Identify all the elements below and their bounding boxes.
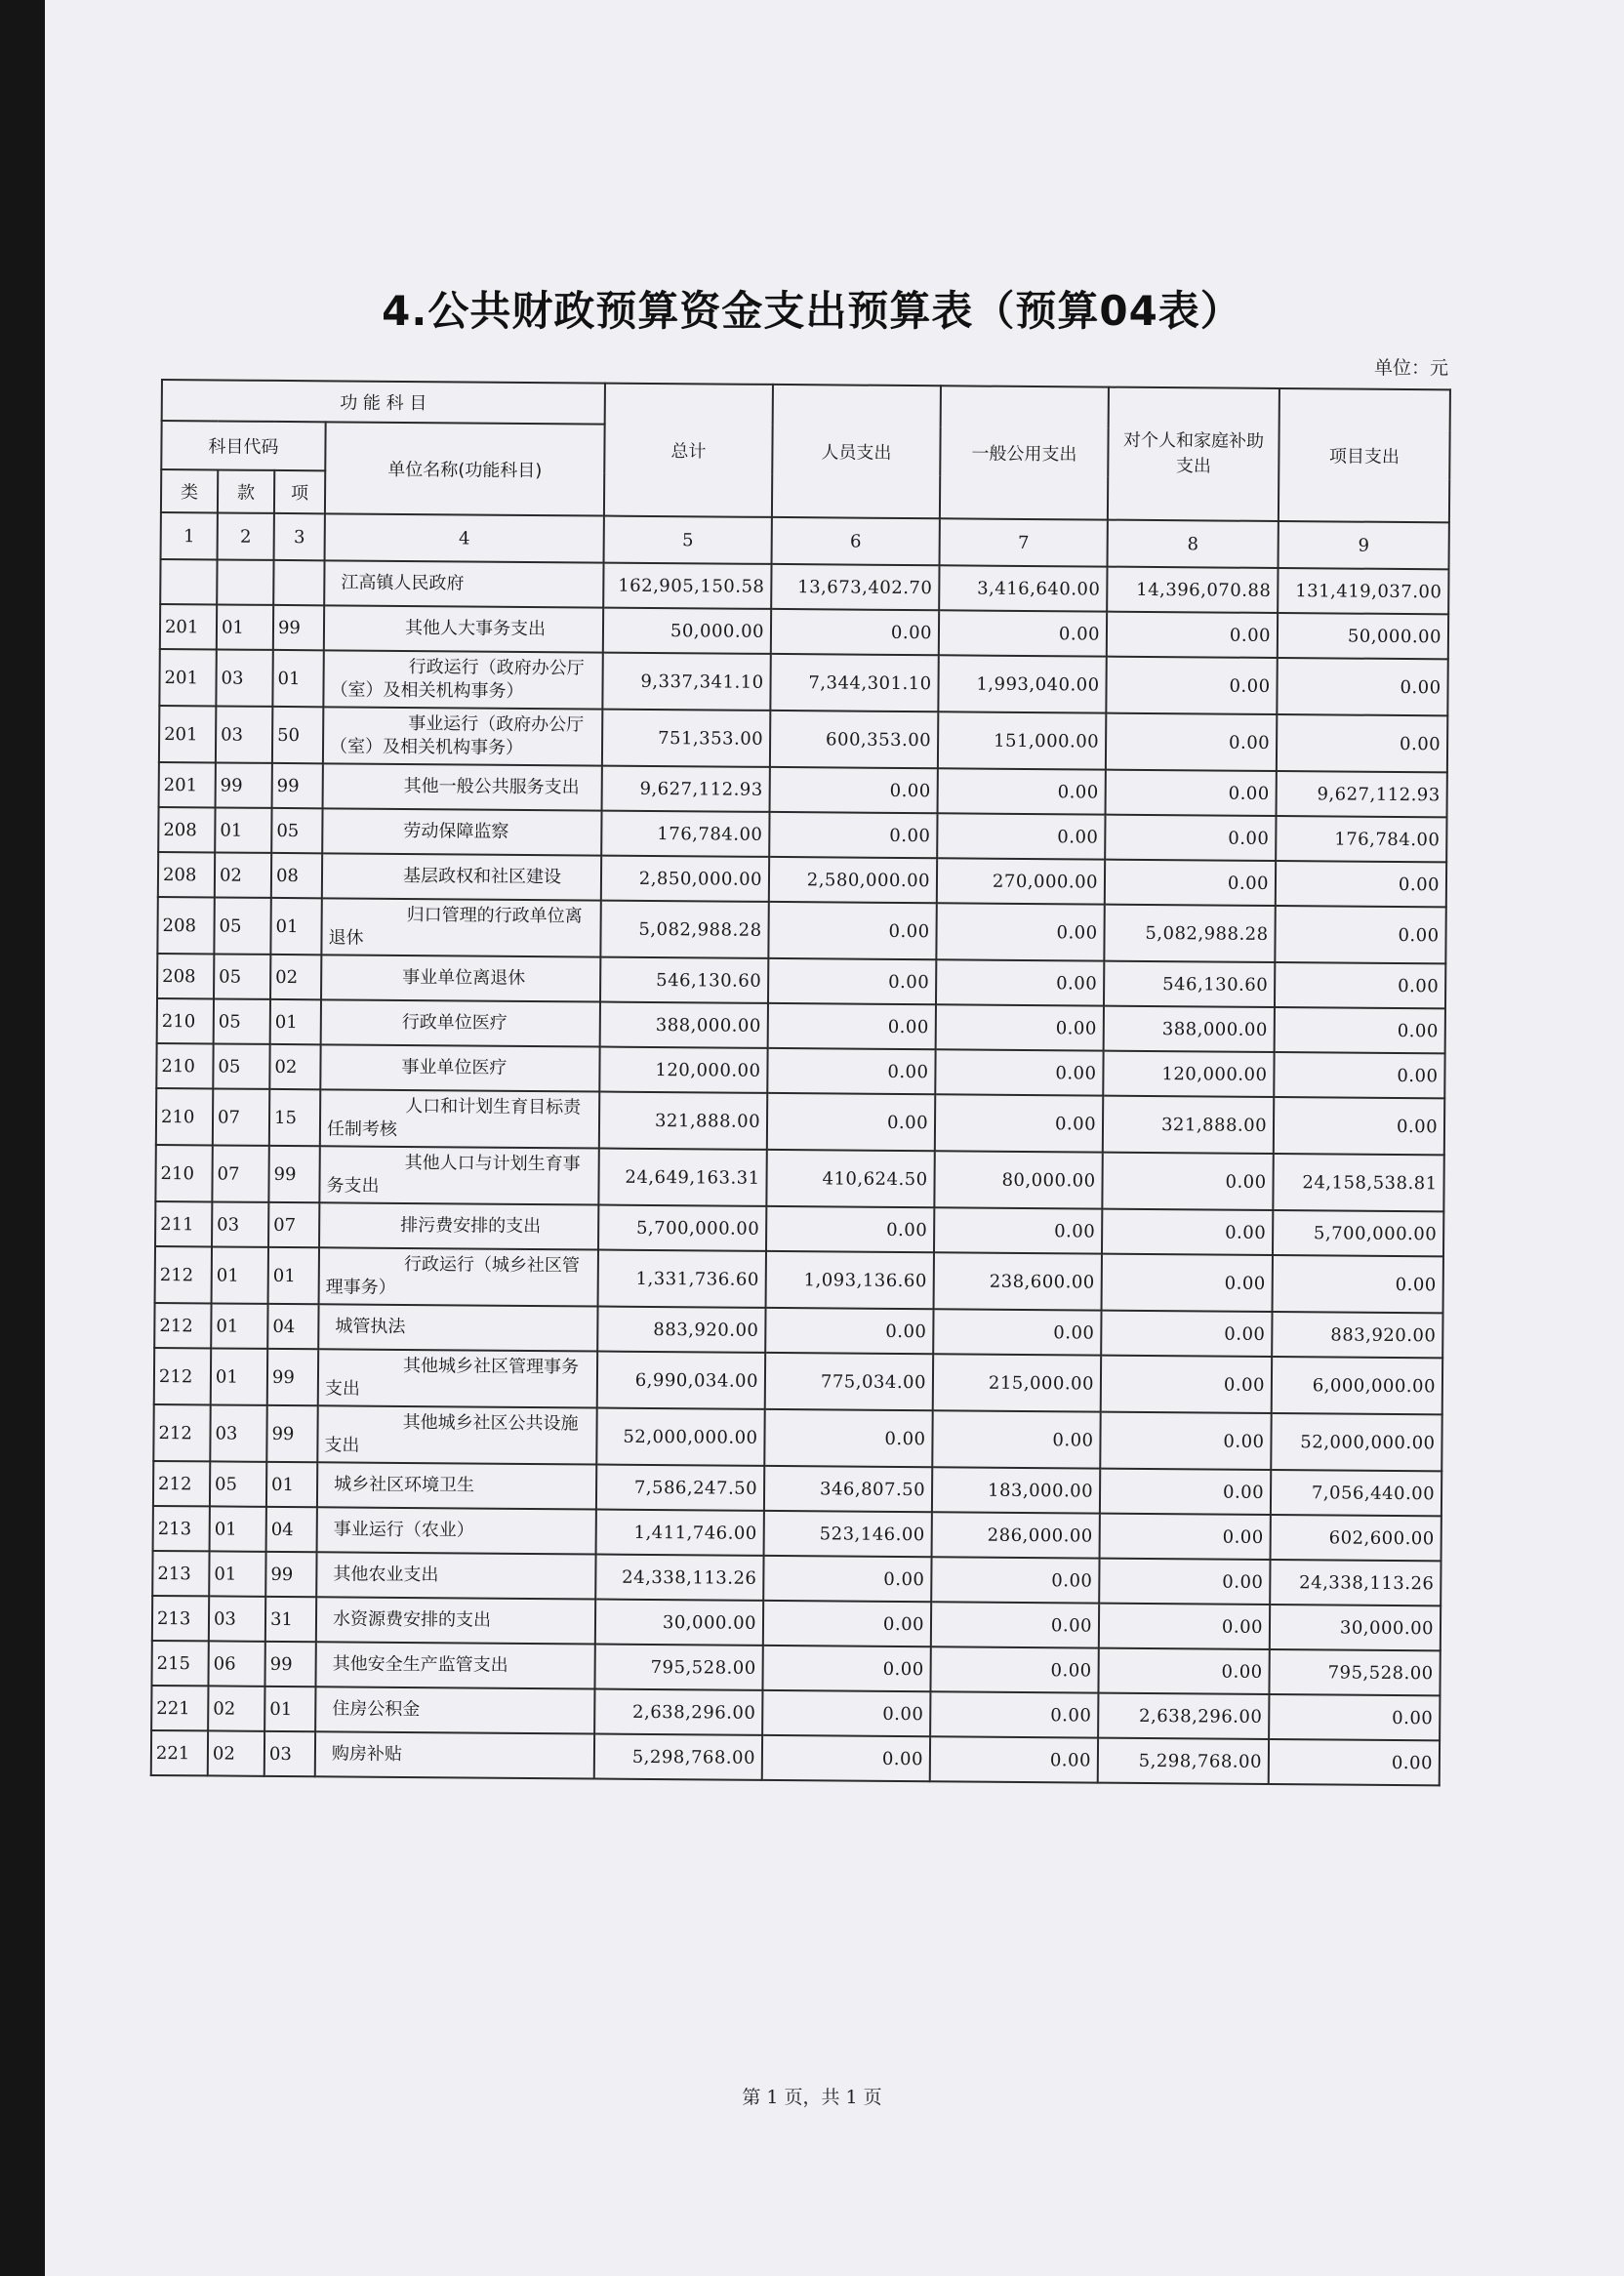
code-lei-cell: 221 — [151, 1730, 208, 1775]
unit-name-cell: 劳动保障监察 — [322, 808, 601, 855]
general-public-cell: 270,000.00 — [937, 858, 1105, 904]
code-xiang-cell: 99 — [272, 763, 323, 808]
personnel-cell: 1,093,136.60 — [766, 1251, 934, 1309]
unit-name-cell: 排污费安排的支出 — [319, 1202, 598, 1249]
project-cell: 131,419,037.00 — [1278, 568, 1448, 614]
total-cell: 24,338,113.26 — [595, 1555, 763, 1601]
total-cell: 52,000,000.00 — [596, 1408, 764, 1466]
unit-name-cell: 基层政权和社区建设 — [322, 853, 601, 900]
general-public-cell: 0.00 — [934, 1207, 1102, 1253]
project-cell: 0.00 — [1275, 962, 1445, 1008]
project-cell: 0.00 — [1277, 658, 1447, 715]
personnel-cell: 775,034.00 — [765, 1353, 933, 1410]
project-cell: 5,700,000.00 — [1273, 1210, 1443, 1256]
code-kuan-cell: 05 — [214, 954, 270, 998]
code-lei-cell: 212 — [153, 1461, 210, 1506]
personnel-cell: 13,673,402.70 — [771, 564, 939, 610]
individual-family-cell: 5,298,768.00 — [1098, 1738, 1269, 1784]
header-general-public: 一般公用支出 — [940, 386, 1109, 519]
general-public-cell: 0.00 — [936, 959, 1104, 1005]
individual-family-cell: 546,130.60 — [1104, 961, 1275, 1007]
index-cell: 5 — [604, 516, 772, 564]
personnel-cell: 0.00 — [762, 1690, 930, 1736]
code-kuan-cell: 07 — [213, 1088, 269, 1145]
general-public-cell: 238,600.00 — [934, 1252, 1102, 1310]
code-lei-cell: 210 — [157, 998, 214, 1043]
code-xiang-cell: 04 — [267, 1304, 318, 1349]
code-xiang-cell: 02 — [270, 955, 321, 999]
total-cell: 388,000.00 — [600, 1002, 768, 1048]
general-public-cell: 0.00 — [936, 903, 1104, 960]
unit-name-cell: 其他人口与计划生育事务支出 — [319, 1146, 598, 1204]
unit-name-cell: 事业单位离退休 — [321, 955, 600, 1001]
unit-name-cell: 事业运行（农业） — [317, 1507, 596, 1554]
code-lei-cell: 208 — [158, 852, 215, 897]
table-row — [156, 1088, 1444, 1155]
code-lei-cell: 213 — [153, 1506, 210, 1551]
project-cell: 24,158,538.81 — [1273, 1154, 1443, 1211]
personnel-cell: 0.00 — [763, 1556, 931, 1602]
code-xiang-cell: 01 — [270, 898, 321, 955]
code-kuan-cell: 03 — [216, 649, 272, 706]
code-lei-cell: 212 — [155, 1246, 212, 1303]
total-cell: 6,990,034.00 — [597, 1352, 765, 1409]
unit-name-cell: 归口管理的行政单位离退休 — [321, 898, 600, 956]
code-xiang-cell: 02 — [269, 1044, 320, 1089]
individual-family-cell: 0.00 — [1100, 1469, 1271, 1515]
code-kuan-cell: 01 — [211, 1348, 267, 1404]
total-cell: 795,528.00 — [595, 1645, 763, 1690]
total-cell: 176,784.00 — [601, 811, 769, 857]
project-cell: 30,000.00 — [1270, 1605, 1441, 1650]
code-kuan-cell: 06 — [208, 1641, 264, 1686]
individual-family-cell: 0.00 — [1102, 1254, 1273, 1312]
index-cell: 2 — [218, 512, 274, 559]
scan-edge — [0, 0, 45, 2276]
individual-family-cell: 0.00 — [1099, 1648, 1270, 1694]
code-xiang-cell: 01 — [268, 1247, 319, 1304]
code-lei-cell: 213 — [152, 1551, 209, 1596]
code-lei-cell: 201 — [159, 762, 216, 807]
code-lei-cell: 208 — [157, 897, 214, 954]
individual-family-cell: 321,888.00 — [1103, 1096, 1274, 1154]
general-public-cell: 0.00 — [933, 1309, 1101, 1355]
project-cell: 0.00 — [1274, 1097, 1444, 1155]
individual-family-cell: 0.00 — [1099, 1559, 1270, 1605]
table-row — [154, 1348, 1442, 1414]
unit-name-cell: 其他城乡社区公共设施支出 — [317, 1405, 596, 1464]
total-cell: 5,298,768.00 — [594, 1734, 762, 1780]
code-xiang-cell — [273, 560, 324, 605]
code-kuan-cell: 01 — [210, 1506, 266, 1551]
total-cell: 546,130.60 — [600, 957, 768, 1003]
project-cell: 9,627,112.93 — [1277, 771, 1447, 817]
individual-family-cell: 2,638,296.00 — [1098, 1693, 1269, 1739]
code-kuan-cell: 01 — [212, 1246, 268, 1303]
general-public-cell: 286,000.00 — [932, 1512, 1100, 1558]
project-cell: 0.00 — [1269, 1739, 1440, 1785]
code-kuan-cell: 02 — [215, 852, 271, 897]
total-cell: 1,331,736.60 — [598, 1250, 766, 1308]
page-title: 4.公共财政预算资金支出预算表（预算04表） — [382, 287, 1242, 335]
general-public-cell: 0.00 — [937, 813, 1105, 859]
code-kuan-cell: 02 — [208, 1730, 264, 1775]
general-public-cell: 1,993,040.00 — [938, 655, 1106, 712]
total-cell: 9,627,112.93 — [602, 766, 770, 812]
code-lei-cell: 208 — [158, 807, 215, 852]
total-cell: 883,920.00 — [597, 1307, 765, 1353]
project-cell: 0.00 — [1276, 861, 1446, 907]
project-cell: 0.00 — [1275, 1007, 1445, 1053]
code-xiang-cell: 07 — [268, 1202, 319, 1247]
unit-name-cell: 其他城乡社区管理事务支出 — [318, 1349, 597, 1407]
personnel-cell: 0.00 — [768, 1003, 936, 1049]
total-cell: 120,000.00 — [599, 1047, 767, 1093]
project-cell: 0.00 — [1277, 714, 1447, 772]
code-xiang-cell: 04 — [266, 1507, 317, 1552]
total-cell: 5,082,988.28 — [600, 901, 768, 958]
project-cell: 24,338,113.26 — [1270, 1560, 1441, 1605]
unit-name-cell: 事业运行（政府办公厅（室）及相关机构事务） — [323, 707, 602, 765]
personnel-cell: 0.00 — [763, 1601, 931, 1646]
table-row — [155, 1246, 1443, 1313]
general-public-cell: 0.00 — [931, 1557, 1099, 1603]
individual-family-cell: 0.00 — [1105, 860, 1276, 906]
unit-name-cell: 事业单位医疗 — [320, 1044, 599, 1091]
index-cell: 1 — [161, 512, 218, 559]
code-xiang-cell: 99 — [268, 1146, 319, 1202]
code-kuan-cell: 05 — [213, 1043, 269, 1088]
general-public-cell: 0.00 — [930, 1736, 1098, 1782]
code-lei-cell: 210 — [156, 1088, 213, 1145]
project-cell: 50,000.00 — [1278, 613, 1448, 659]
individual-family-cell: 0.00 — [1106, 770, 1277, 816]
page-number: 第 1 页，共 1 页 — [742, 2087, 882, 2108]
unit-name-cell: 城乡社区环境卫生 — [317, 1462, 596, 1509]
individual-family-cell: 0.00 — [1105, 815, 1276, 861]
code-xiang-cell: 31 — [265, 1597, 316, 1642]
total-cell: 2,850,000.00 — [601, 856, 769, 902]
table-row — [157, 897, 1445, 963]
total-cell: 162,905,150.58 — [603, 563, 771, 609]
code-kuan-cell: 03 — [216, 706, 272, 762]
index-cell: 3 — [274, 513, 325, 560]
code-lei-cell: 201 — [159, 706, 216, 762]
table-row — [155, 1145, 1443, 1211]
individual-family-cell: 0.00 — [1106, 713, 1277, 771]
personnel-cell: 0.00 — [766, 1206, 934, 1252]
header-total: 总计 — [604, 384, 773, 517]
code-xiang-cell: 08 — [271, 853, 322, 898]
unit-name-cell: 行政单位医疗 — [321, 999, 600, 1046]
general-public-cell: 0.00 — [939, 610, 1107, 656]
individual-family-cell: 388,000.00 — [1104, 1006, 1275, 1052]
header-project: 项目支出 — [1279, 388, 1450, 522]
unit-name-cell: 其他人大事务支出 — [324, 605, 603, 652]
personnel-cell: 0.00 — [767, 1093, 935, 1151]
individual-family-cell: 0.00 — [1101, 1356, 1272, 1413]
code-kuan-cell: 05 — [210, 1461, 266, 1506]
code-lei-cell: 211 — [155, 1201, 212, 1246]
code-lei-cell: 221 — [151, 1686, 208, 1730]
index-cell: 9 — [1279, 521, 1449, 569]
personnel-cell: 2,580,000.00 — [769, 857, 937, 903]
header-unit-name: 单位名称(功能科目) — [325, 422, 605, 515]
unit-name-cell: 购房补贴 — [315, 1731, 594, 1778]
general-public-cell: 0.00 — [932, 1410, 1100, 1468]
code-kuan-cell: 07 — [212, 1145, 268, 1201]
general-public-cell: 0.00 — [935, 1049, 1103, 1095]
total-cell: 50,000.00 — [603, 608, 771, 654]
header-personnel: 人员支出 — [772, 385, 941, 518]
table-body — [151, 512, 1449, 1785]
index-cell: 4 — [325, 513, 604, 562]
project-cell: 0.00 — [1275, 906, 1445, 963]
individual-family-cell: 0.00 — [1102, 1153, 1273, 1210]
project-cell: 52,000,000.00 — [1271, 1413, 1441, 1471]
total-cell: 321,888.00 — [599, 1092, 767, 1150]
table-row — [153, 1404, 1441, 1471]
individual-family-cell: 0.00 — [1102, 1209, 1273, 1255]
code-kuan-cell: 02 — [208, 1686, 264, 1730]
personnel-cell: 600,353.00 — [770, 711, 938, 768]
personnel-cell: 0.00 — [768, 902, 936, 959]
personnel-cell: 7,344,301.10 — [770, 654, 938, 711]
code-kuan-cell: 01 — [211, 1303, 267, 1348]
code-xiang-cell: 99 — [266, 1405, 317, 1462]
general-public-cell: 0.00 — [938, 768, 1106, 814]
code-xiang-cell: 01 — [272, 650, 323, 707]
total-cell: 2,638,296.00 — [594, 1689, 762, 1735]
individual-family-cell: 0.00 — [1099, 1604, 1270, 1649]
code-lei-cell: 210 — [156, 1043, 213, 1088]
personnel-cell: 346,807.50 — [764, 1466, 932, 1512]
code-kuan-cell: 05 — [214, 998, 270, 1043]
project-cell: 6,000,000.00 — [1272, 1357, 1442, 1414]
table-row — [159, 649, 1447, 715]
total-cell: 30,000.00 — [595, 1600, 763, 1646]
code-xiang-cell: 01 — [266, 1462, 317, 1507]
individual-family-cell: 0.00 — [1106, 657, 1277, 714]
code-kuan-cell: 01 — [215, 807, 271, 852]
personnel-cell: 0.00 — [771, 609, 939, 655]
code-kuan-cell: 01 — [217, 604, 273, 649]
unit-label: 单位：元 — [1373, 357, 1448, 379]
personnel-cell: 0.00 — [764, 1409, 932, 1467]
personnel-cell: 523,146.00 — [764, 1511, 932, 1557]
unit-name-cell: 住房公积金 — [315, 1687, 594, 1733]
code-lei-cell: 212 — [153, 1404, 210, 1461]
code-xiang-cell: 99 — [265, 1552, 316, 1597]
unit-name-cell: 其他安全生产监管支出 — [315, 1642, 594, 1688]
code-kuan-cell: 05 — [214, 897, 270, 954]
general-public-cell: 151,000.00 — [938, 711, 1106, 769]
personnel-cell: 0.00 — [769, 812, 937, 858]
code-lei-cell: 210 — [155, 1145, 212, 1201]
personnel-cell: 0.00 — [762, 1735, 930, 1781]
unit-name-cell: 江高镇人民政府 — [324, 560, 603, 607]
code-lei-cell: 208 — [157, 954, 214, 998]
personnel-cell: 0.00 — [770, 767, 938, 813]
individual-family-cell: 5,082,988.28 — [1104, 905, 1275, 962]
code-xiang-cell: 05 — [271, 808, 322, 853]
project-cell: 0.00 — [1269, 1694, 1440, 1740]
unit-name-cell: 人口和计划生育目标责任制考核 — [320, 1089, 599, 1148]
total-cell: 1,411,746.00 — [596, 1510, 764, 1556]
project-cell: 0.00 — [1274, 1052, 1444, 1098]
total-cell: 24,649,163.31 — [598, 1149, 766, 1206]
personnel-cell: 0.00 — [765, 1308, 933, 1354]
budget-table — [150, 379, 1451, 1786]
code-lei-cell: 213 — [152, 1596, 209, 1641]
code-kuan-cell: 03 — [210, 1404, 266, 1461]
table-row — [151, 1730, 1440, 1785]
general-public-cell: 0.00 — [931, 1646, 1099, 1692]
index-cell: 6 — [772, 517, 940, 565]
individual-family-cell: 0.00 — [1101, 1311, 1272, 1357]
header-kuan: 款 — [218, 469, 274, 512]
header-code-group: 科目代码 — [161, 421, 325, 470]
code-xiang-cell: 99 — [273, 605, 324, 650]
unit-name-cell: 城管执法 — [318, 1304, 597, 1351]
header-func-subject: 功 能 科 目 — [162, 380, 605, 425]
individual-family-cell: 120,000.00 — [1103, 1051, 1274, 1097]
personnel-cell: 0.00 — [763, 1646, 931, 1691]
general-public-cell: 0.00 — [931, 1602, 1099, 1647]
header-individual-family: 对个人和家庭补助支出 — [1108, 387, 1279, 521]
individual-family-cell: 0.00 — [1107, 612, 1278, 658]
code-xiang-cell: 01 — [270, 999, 321, 1044]
project-cell: 883,920.00 — [1272, 1312, 1442, 1358]
total-cell: 7,586,247.50 — [596, 1465, 764, 1511]
unit-name-cell: 其他农业支出 — [316, 1552, 595, 1599]
code-kuan-cell: 99 — [216, 762, 272, 807]
project-cell: 602,600.00 — [1271, 1515, 1441, 1561]
code-lei-cell: 212 — [154, 1348, 211, 1404]
general-public-cell: 0.00 — [930, 1691, 1098, 1737]
project-cell: 7,056,440.00 — [1271, 1470, 1441, 1516]
project-cell: 795,528.00 — [1269, 1649, 1440, 1695]
individual-family-cell: 0.00 — [1100, 1412, 1271, 1470]
total-cell: 9,337,341.10 — [602, 653, 770, 711]
unit-name-cell: 水资源费安排的支出 — [316, 1597, 595, 1644]
project-cell: 176,784.00 — [1276, 816, 1446, 862]
code-lei-cell: 201 — [160, 604, 217, 649]
table-row — [159, 706, 1447, 772]
general-public-cell: 183,000.00 — [932, 1467, 1100, 1513]
total-cell: 5,700,000.00 — [598, 1205, 766, 1251]
code-xiang-cell: 99 — [264, 1642, 315, 1687]
personnel-cell: 410,624.50 — [766, 1150, 934, 1207]
general-public-cell: 80,000.00 — [934, 1151, 1102, 1208]
code-lei-cell: 215 — [151, 1641, 208, 1686]
index-cell: 8 — [1108, 520, 1279, 568]
code-xiang-cell: 50 — [272, 707, 323, 763]
total-cell: 751,353.00 — [602, 710, 770, 767]
code-xiang-cell: 15 — [269, 1089, 320, 1146]
header-lei: 类 — [161, 469, 218, 512]
general-public-cell: 0.00 — [935, 1094, 1103, 1152]
code-kuan-cell — [217, 559, 273, 604]
general-public-cell: 3,416,640.00 — [939, 565, 1107, 611]
code-lei-cell: 212 — [154, 1303, 211, 1348]
unit-name-cell: 其他一般公共服务支出 — [323, 763, 602, 810]
code-kuan-cell: 03 — [209, 1596, 265, 1641]
general-public-cell: 0.00 — [936, 1004, 1104, 1050]
code-lei-cell: 201 — [159, 649, 216, 706]
code-lei-cell — [160, 559, 217, 604]
code-xiang-cell: 99 — [267, 1349, 318, 1405]
general-public-cell: 215,000.00 — [933, 1354, 1101, 1411]
personnel-cell: 0.00 — [767, 1048, 935, 1094]
individual-family-cell: 14,396,070.88 — [1107, 567, 1278, 613]
code-xiang-cell: 01 — [264, 1687, 315, 1731]
project-cell: 0.00 — [1273, 1255, 1443, 1313]
unit-name-cell: 行政运行（城乡社区管理事务） — [319, 1247, 598, 1306]
code-kuan-cell: 03 — [212, 1201, 268, 1246]
index-cell: 7 — [940, 518, 1108, 566]
code-xiang-cell: 03 — [264, 1731, 315, 1776]
code-kuan-cell: 01 — [209, 1551, 265, 1596]
individual-family-cell: 0.00 — [1100, 1514, 1271, 1560]
header-xiang: 项 — [274, 470, 325, 513]
personnel-cell: 0.00 — [768, 958, 936, 1004]
unit-name-cell: 行政运行（政府办公厅（室）及相关机构事务） — [323, 650, 602, 709]
